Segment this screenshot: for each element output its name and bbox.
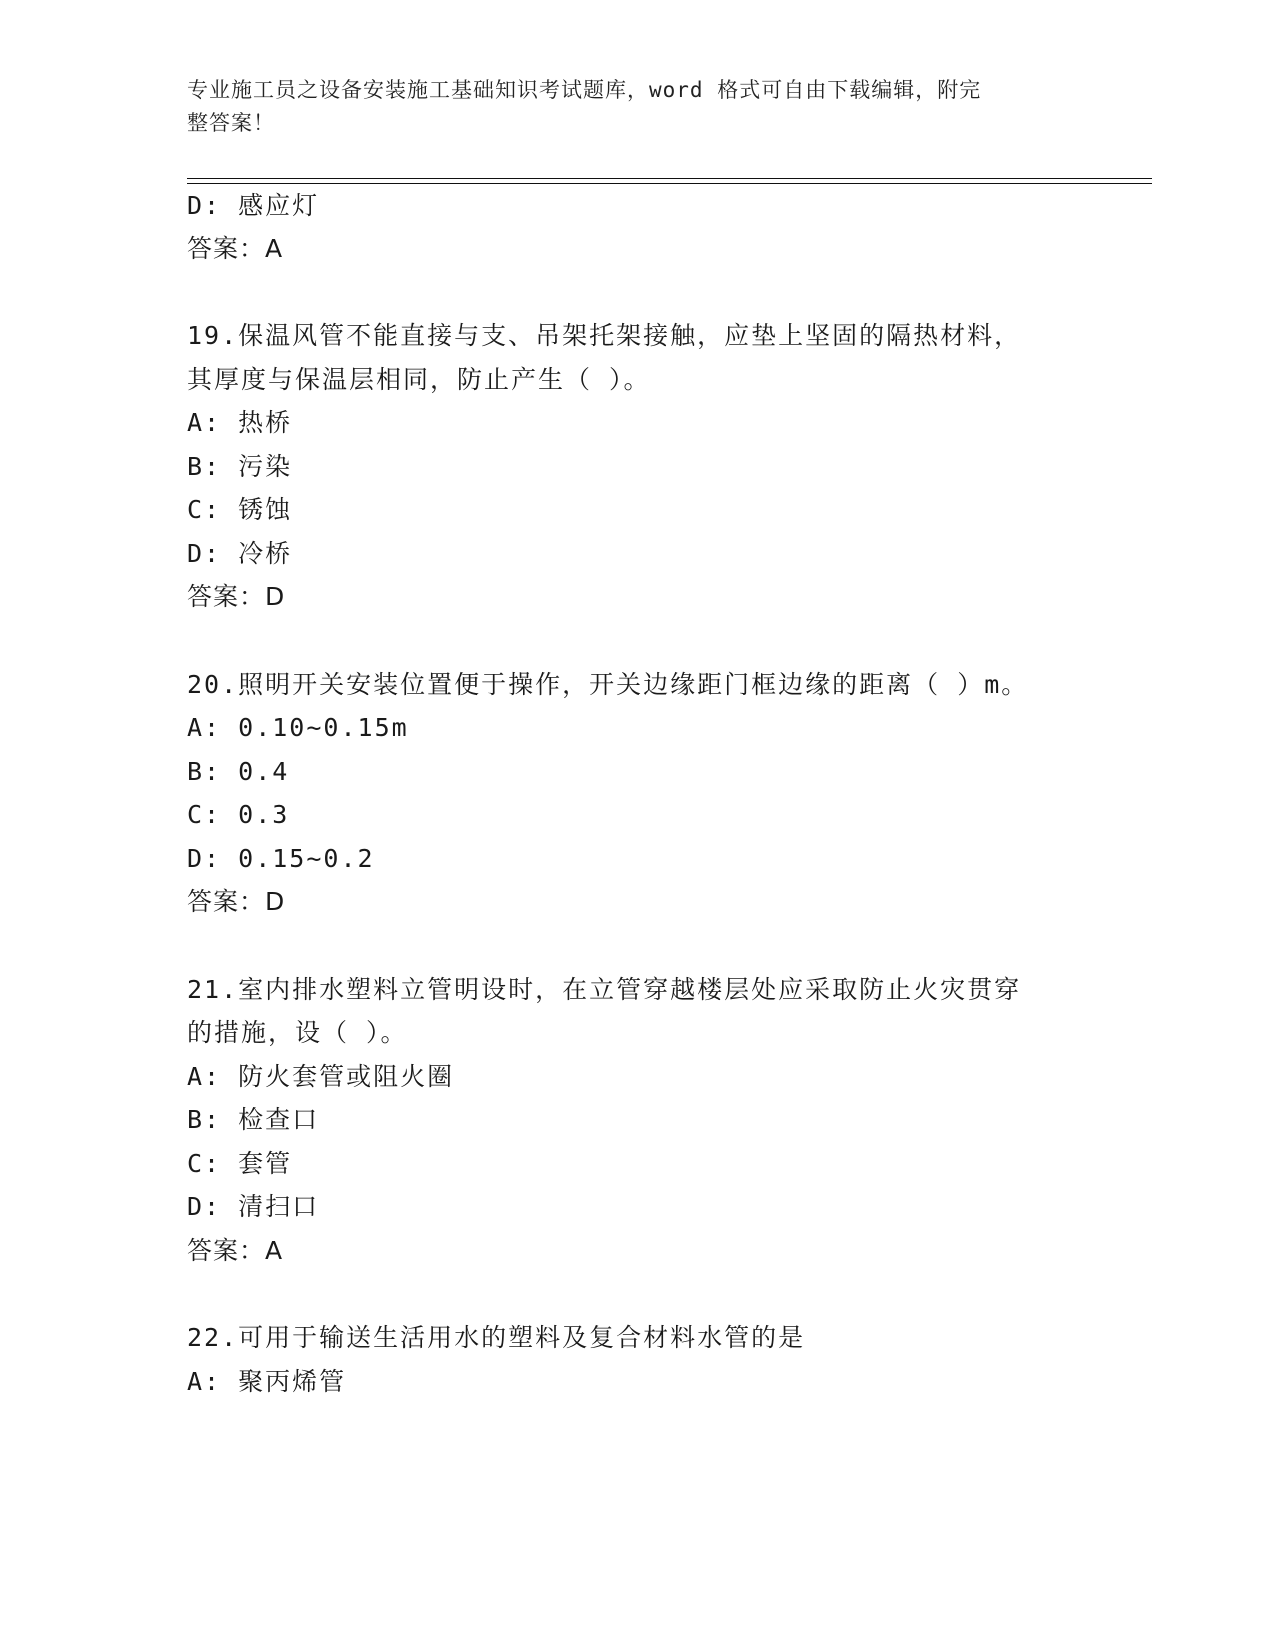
q22-stem-line-1: 22.可用于输送生活用水的塑料及复合材料水管的是 (187, 1323, 806, 1352)
header-divider-top (187, 178, 1152, 179)
q20-answer: 答案：D (187, 887, 286, 916)
prev-option-d: D: 感应灯 (187, 191, 320, 220)
document-header (187, 74, 1067, 140)
q19-option-c: C: 锈蚀 (187, 495, 293, 524)
q21-stem-line-2: 的措施，设（ ）。 (187, 1018, 408, 1047)
q21-stem-line-1: 21.室内排水塑料立管明设时，在立管穿越楼层处应采取防止火灾贯穿 (187, 975, 1022, 1004)
header-title-line-1: 专业施工员之设备安装施工基础知识考试题库，word 格式可自由下载编辑，附完 (187, 78, 982, 102)
q20-option-c: C: 0.3 (187, 800, 290, 829)
q19-option-b: B: 污染 (187, 452, 293, 481)
q21-option-c: C: 套管 (187, 1149, 293, 1178)
q21-option-a: A: 防火套管或阻火圈 (187, 1062, 455, 1091)
q21-answer: 答案：A (187, 1236, 284, 1265)
q21-option-d: D: 清扫口 (187, 1192, 320, 1221)
q19-option-a: A: 热桥 (187, 408, 293, 437)
q19-option-d: D: 冷桥 (187, 539, 293, 568)
q20-option-a: A: 0.10~0.15m (187, 713, 409, 742)
q20-option-b: B: 0.4 (187, 757, 290, 786)
q21-option-b: B: 检查口 (187, 1105, 320, 1134)
q19-stem-line-1: 19.保温风管不能直接与支、吊架托架接触，应垫上坚固的隔热材料， (187, 321, 1022, 350)
q20-stem-line-1: 20.照明开关安装位置便于操作，开关边缘距门框边缘的距离（ ）m。 (187, 670, 1029, 699)
q20-option-d: D: 0.15~0.2 (187, 844, 375, 873)
q19-answer: 答案：D (187, 582, 286, 611)
header-title-line-2: 整答案！ (187, 111, 275, 135)
q19-stem-line-2: 其厚度与保温层相同，防止产生（ ）。 (187, 365, 651, 394)
q22-option-a: A: 聚丙烯管 (187, 1367, 347, 1396)
prev-answer: 答案：A (187, 234, 284, 263)
header-divider-bottom (187, 183, 1152, 184)
